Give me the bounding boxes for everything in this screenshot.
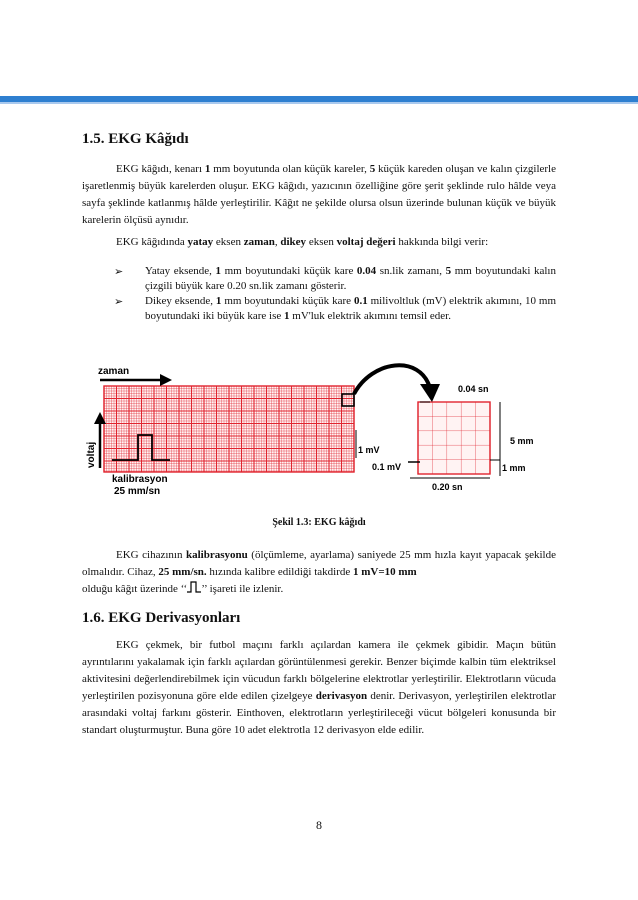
label-1mm: 1 mm (502, 463, 526, 473)
section-heading-1-5: 1.5. EKG Kâğıdı (82, 131, 189, 147)
label-5mm: 5 mm (510, 436, 534, 446)
calibration-pulse-icon (187, 580, 201, 594)
page-number: 8 (316, 818, 322, 832)
label-004: 0.04 sn (458, 384, 489, 394)
calibration-text-a: olduğu kâğıt üzerinde ‘‘ (82, 583, 188, 595)
label-1mv: 1 mV (358, 445, 380, 455)
ekg-zoom-grid (418, 402, 490, 474)
ekg-grid-strip (104, 386, 354, 472)
label-voltaj: voltaj (86, 441, 97, 468)
paragraph-ekg-paper: EKG kâğıdı, kenarı 1 mm boyutunda olan küçük kareler, 5 küçük kareden oluşan ve kalın çizgilerle işaretlenmiş büyük karelerden oluşur. EKG kâğıdı, yazıcının özelliğine göre şerit şeklinde rulo hâlde veya sayfa şeklinde katlanmış hâlde yerleştirilir. Kâğıt ne şekilde olursa olsun üzerinde bulunan küçük ve büyük karelerin ölçüsü aynıdır. (82, 163, 556, 226)
bullet-horizontal-text: Yatay eksende, 1 mm boyutundaki küçük kare 0.04 sn.lik zamanı, 5 mm boyutundaki kalın çizgili büyük kare 0.20 sn.lik zamanı gösterir. (145, 265, 556, 292)
label-020: 0.20 sn (432, 482, 463, 492)
ekg-paper-figure (0, 350, 638, 510)
label-kalibrasyon: kalibrasyon (112, 474, 168, 485)
section-heading-1-6: 1.6. EKG Derivasyonları (82, 610, 241, 626)
paragraph-axes: EKG kâğıdında yatay eksen zaman, dikey eksen voltaj değeri hakkında bilgi verir: (116, 236, 489, 248)
arrow-bullet-icon: ➢ (114, 265, 124, 278)
calibration-text-b: ’’ işareti ile izlenir. (201, 583, 284, 595)
zoom-arrowhead-icon (420, 384, 440, 402)
time-arrowhead-icon (160, 374, 172, 386)
bullet-vertical-text: Dikey eksende, 1 mm boyutundaki küçük kare 0.1 milivoltluk (mV) elektrik akımını, 10 mm boyutundaki iki büyük kare ise 1 mV'luk elektrik akımını temsil eder. (145, 295, 556, 322)
paragraph-calibration: EKG cihazının kalibrasyonu (ölçümleme, ayarlama) saniyede 25 mm hızla kayıt yapacak şekilde olmalıdır. Cihaz, 25 mm/sn. hızında kalibre edildiği takdirde 1 mV=10 mm (82, 549, 556, 578)
paragraph-derivations: EKG çekmek, bir futbol maçını farklı açılardan kamera ile çekmek gibidir. Maçın bütün ayrıntılarını yakalamak için farklı açılardan görüntülenmesi gerekir. Benzer biçimde kalbin tüm elektriksel aktivitesini değerlendirebilmek için vücudun farklı bölgelerine elektrotlar yerleştirilir. Elektrotların vücuda yerleştirilen pozisyonuna göre elde edilen çizelgeye derivasyon denir. Derivasyon, yerleştirilen elektrotlar arasındaki voltaj farkını gösterir. Einthoven, elektrotların yerleştirileceği vücut bölgeleri konusunda bir standart oluşturmuştur. Buna göre 10 adet elektrotla 12 derivasyon elde edilir. (82, 639, 557, 736)
label-speed: 25 mm/sn (114, 486, 161, 497)
figure-caption: Şekil 1.3: EKG kâğıdı (272, 517, 366, 528)
label-01mv: 0.1 mV (372, 462, 402, 472)
label-zaman: zaman (98, 366, 130, 377)
paragraph-calibration-line2 (82, 580, 556, 598)
arrow-bullet-icon: ➢ (114, 295, 124, 308)
zoom-arrow (354, 365, 430, 394)
header-bar-shadow (0, 102, 638, 104)
